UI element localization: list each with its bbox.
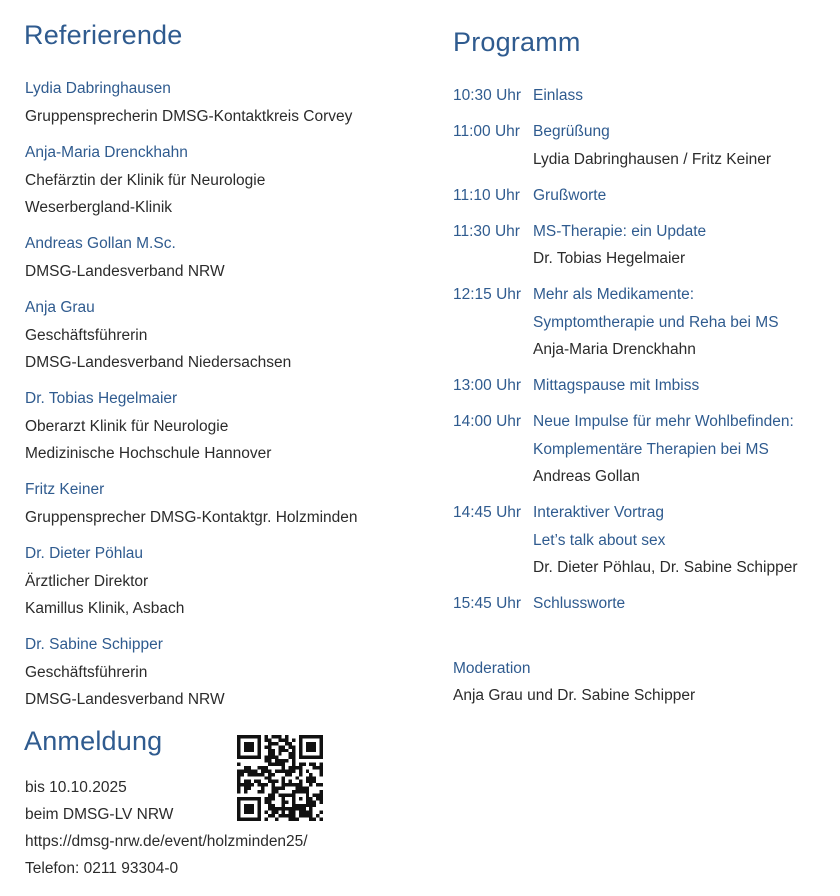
program-title: Schlussworte bbox=[533, 595, 626, 612]
program-time: 10:30 Uhr bbox=[453, 87, 522, 104]
speaker-role: Oberarzt Klinik für Neurologie bbox=[25, 418, 229, 435]
speaker-name: Anja-Maria Drenckhahn bbox=[25, 144, 188, 161]
moderation-names: Anja Grau und Dr. Sabine Schipper bbox=[453, 687, 696, 704]
registration-url[interactable]: https://dmsg-nrw.de/event/holzminden25/ bbox=[25, 833, 308, 850]
speaker-role: Kamillus Klinik, Asbach bbox=[25, 600, 185, 617]
program-time: 14:45 Uhr bbox=[453, 504, 522, 521]
moderation-label: Moderation bbox=[453, 660, 531, 677]
speaker-role: Weserbergland-Klinik bbox=[25, 199, 173, 216]
speaker-role: Ärztlicher Direktor bbox=[25, 573, 149, 590]
program-title: Einlass bbox=[533, 87, 583, 104]
program-title: Neue Impulse für mehr Wohlbefinden: bbox=[533, 413, 794, 430]
program-speaker: Dr. Tobias Hegelmaier bbox=[533, 250, 686, 267]
speaker-role: Geschäftsführerin bbox=[25, 664, 148, 681]
speaker-name: Anja Grau bbox=[25, 299, 95, 316]
program-title: Mittagspause mit Imbiss bbox=[533, 377, 700, 394]
speaker-role: Chefärztin der Klinik für Neurologie bbox=[25, 172, 266, 189]
program-time: 12:15 Uhr bbox=[453, 286, 522, 303]
speaker-name: Lydia Dabringhausen bbox=[25, 80, 171, 97]
program-speaker: Lydia Dabringhausen / Fritz Keiner bbox=[533, 150, 772, 168]
program-title: Interaktiver Vortrag bbox=[533, 504, 664, 521]
program-heading: Programm bbox=[453, 27, 581, 57]
program-speaker: Anja-Maria Drenckhahn bbox=[533, 341, 696, 358]
program-time: 13:00 Uhr bbox=[453, 377, 522, 394]
speaker-role: Gruppensprecher DMSG-Kontaktgr. Holzminden bbox=[25, 509, 358, 526]
registration-phone: Telefon: 0211 93304-0 bbox=[25, 860, 179, 877]
program-title: Symptomtherapie und Reha bei MS bbox=[533, 313, 779, 331]
program-title: Begrüßung bbox=[533, 123, 610, 140]
program-time: 11:10 Uhr bbox=[453, 186, 520, 204]
speaker-role: DMSG-Landesverband NRW bbox=[25, 691, 225, 708]
program-time: 15:45 Uhr bbox=[453, 595, 522, 612]
speaker-name: Fritz Keiner bbox=[25, 481, 105, 498]
speaker-role: Geschäftsführerin bbox=[25, 327, 148, 344]
speaker-role: Gruppensprecherin DMSG-Kontaktkreis Corvey bbox=[25, 108, 353, 125]
program-title: MS-Therapie: ein Update bbox=[533, 222, 707, 240]
speaker-role: DMSG-Landesverband NRW bbox=[25, 263, 225, 280]
program-speaker: Dr. Dieter Pöhlau, Dr. Sabine Schipper bbox=[533, 559, 798, 576]
program-time: 11:00 Uhr bbox=[453, 123, 520, 140]
program-time: 14:00 Uhr bbox=[453, 413, 522, 430]
registration-heading: Anmeldung bbox=[24, 726, 163, 756]
program-title: Komplementäre Therapien bei MS bbox=[533, 440, 769, 458]
program-title: Mehr als Medikamente: bbox=[533, 286, 695, 303]
registration-org: beim DMSG-LV NRW bbox=[25, 806, 174, 823]
program-speaker: Andreas Gollan bbox=[533, 468, 640, 485]
speaker-role: DMSG-Landesverband Niedersachsen bbox=[25, 354, 292, 371]
speaker-name: Dr. Tobias Hegelmaier bbox=[25, 390, 178, 407]
speaker-name: Andreas Gollan M.Sc. bbox=[25, 235, 176, 252]
speaker-name: Dr. Sabine Schipper bbox=[25, 636, 163, 653]
speaker-name: Dr. Dieter Pöhlau bbox=[25, 545, 144, 562]
speakers-heading: Referierende bbox=[24, 20, 183, 50]
program-title: Let’s talk about sex bbox=[533, 531, 666, 549]
registration-deadline: bis 10.10.2025 bbox=[25, 779, 127, 796]
speaker-role: Medizinische Hochschule Hannover bbox=[25, 445, 272, 462]
program-time: 11:30 Uhr bbox=[453, 222, 520, 240]
qr-code-icon[interactable] bbox=[237, 735, 323, 821]
program-title: Grußworte bbox=[533, 186, 607, 204]
